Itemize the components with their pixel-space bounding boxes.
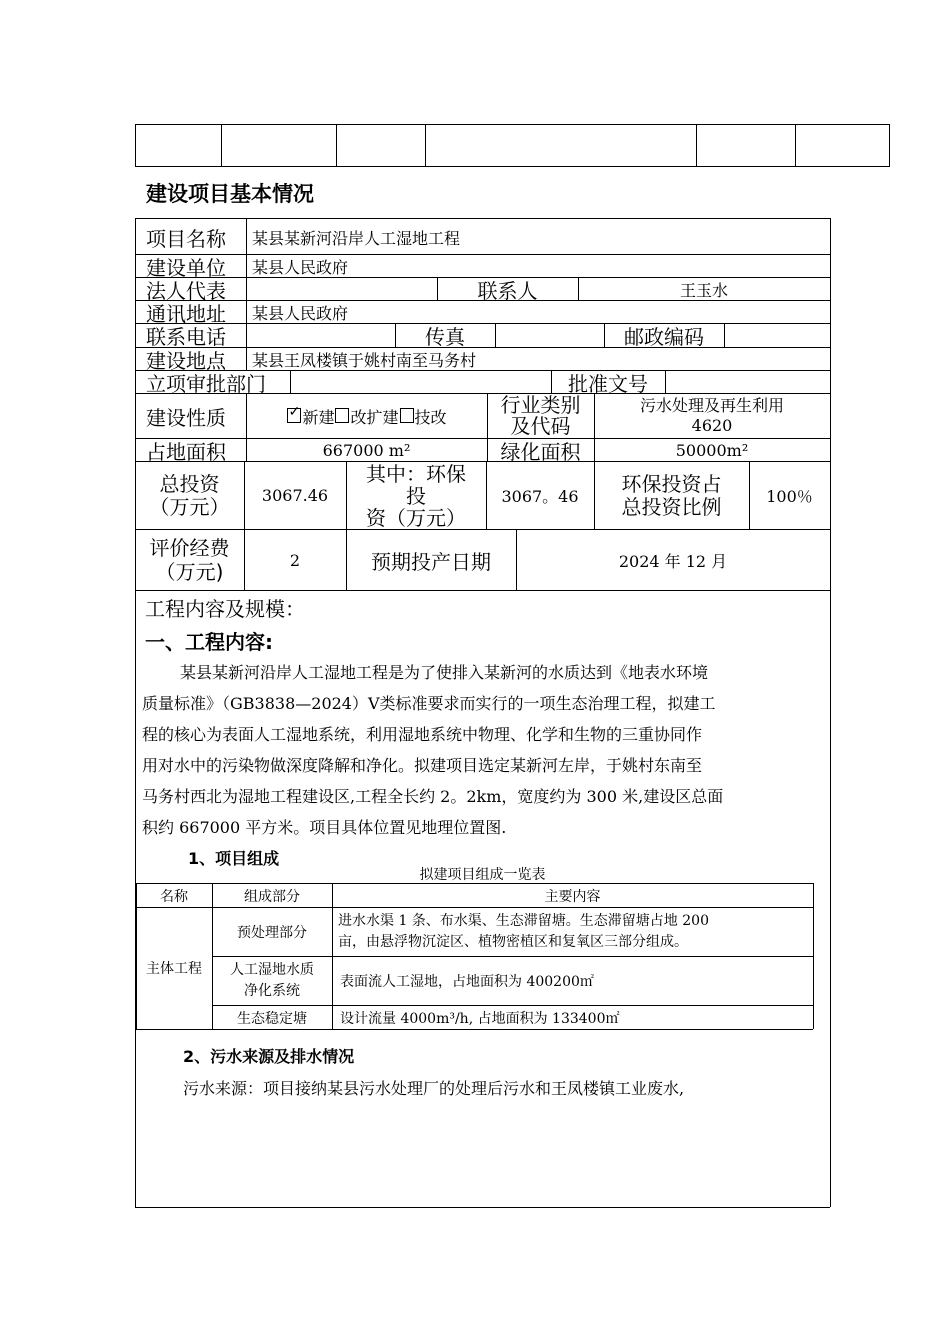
table-row-part [212, 957, 332, 1005]
nature-expand-checkbox[interactable] [335, 408, 349, 423]
eval-fee-label-line-1: 评价经费 [149, 536, 230, 560]
table-group-text: 主体工程 [146, 960, 202, 977]
phone-label: 联系电话 [146, 325, 226, 349]
green-value: 50000m² [675, 440, 749, 460]
industry-value-line-1: 污水处理及再生利用 [639, 396, 784, 415]
nature-tech-label: 技改 [414, 407, 447, 427]
env-invest-label-line-3: 资（万元） [366, 505, 466, 530]
section-title: 建设项目基本情况 [146, 182, 314, 206]
table-header-content: 主要内容 [544, 888, 601, 905]
table-row-content [338, 908, 808, 956]
para-line: 质量标准》（GB3838—2024）Ⅴ类标准要求而实行的一项生态治理工程，拟建工 [142, 694, 716, 713]
area-value: 667000 m² [322, 440, 411, 460]
table-row-part: 生态稳定塘 [237, 1010, 307, 1027]
prod-date-value: 2024 年 12 月 [618, 551, 728, 571]
table-group-label [136, 908, 212, 1029]
table-caption: 拟建项目组成一览表 [419, 867, 546, 883]
address-label: 通讯地址 [146, 301, 226, 326]
project-name-label: 项目名称 [146, 226, 226, 251]
table-row-part: 预处理部分 [237, 925, 307, 941]
invest-label-line-2: （万元） [149, 494, 230, 519]
ratio-label [594, 462, 749, 529]
content-sub-heading: 一、工程内容: [145, 630, 273, 654]
item2-text: 污水来源：项目接纳某县污水处理厂的处理后污水和王凤楼镇工业废水, [183, 1079, 685, 1098]
table-row-content-line-2: 亩，由悬浮物沉淀区、植物密植区和复氧区三部分组成。 [338, 934, 688, 950]
industry-label-line-2: 及代码 [510, 414, 571, 438]
industry-value [594, 394, 830, 438]
area-label: 占地面积 [146, 439, 226, 464]
env-invest-label-line-2: 投 [406, 483, 426, 508]
builder-value: 某县人民政府 [252, 257, 349, 277]
ratio-value: 100％ [766, 487, 813, 506]
location-value: 某县王凤楼镇于姚村南至马务村 [252, 350, 477, 370]
nature-options [246, 394, 487, 438]
nature-label: 建设性质 [146, 405, 226, 430]
para-line: 积约 667000 平方米。项目具体位置见地理位置图. [142, 818, 507, 837]
invest-label-line-1: 总投资 [159, 471, 220, 496]
contact-label: 联系人 [477, 278, 538, 303]
ratio-label-line-1: 环保投资占 [621, 471, 722, 496]
item2-title: 2、污水来源及排水情况 [183, 1047, 355, 1066]
nature-tech-checkbox[interactable] [400, 408, 414, 423]
industry-label-line-1: 行业类别 [500, 393, 581, 417]
ratio-label-line-2: 总投资比例 [621, 494, 722, 519]
industry-value-line-2: 4620 [691, 416, 733, 435]
eval-fee-value: 2 [289, 550, 301, 570]
nature-new-label: 新建 [302, 407, 335, 427]
location-label: 建设地点 [146, 348, 226, 373]
nature-new-checkbox[interactable] [287, 408, 301, 423]
prod-date-label: 预期投产日期 [371, 549, 491, 574]
approval-dept-label: 立项审批部门 [146, 371, 266, 396]
para-line: 程的核心为表面人工湿地系统，利用湿地系统中物理、化学和生物的三重协同作 [142, 725, 703, 744]
env-invest-label [346, 462, 486, 529]
eval-fee-label [135, 530, 244, 590]
address-value: 某县人民政府 [252, 303, 349, 323]
fax-label: 传真 [425, 325, 465, 349]
builder-label: 建设单位 [146, 255, 226, 280]
table-header-name: 名称 [160, 888, 188, 905]
content-paragraph [142, 657, 824, 843]
eval-fee-label-line-2: （万元) [155, 560, 224, 584]
industry-label [487, 394, 594, 438]
env-invest-label-line-1: 其中：环保 [366, 461, 466, 486]
para-line: 用对水中的污染物做深度降解和净化。拟建项目选定某新河左岸，于姚村东南至 [142, 756, 703, 775]
table-header-part: 组成部分 [244, 888, 300, 905]
env-invest-value: 3067。46 [501, 487, 579, 506]
invest-value: 3067.46 [261, 486, 329, 505]
green-label: 绿化面积 [500, 439, 581, 464]
para-line: 某县某新河沿岸人工湿地工程是为了使排入某新河的水质达到《地表水环境 [180, 663, 709, 682]
contact-value: 王玉水 [679, 280, 728, 300]
invest-label [135, 462, 244, 529]
table-row-content: 表面流人工湿地，占地面积为 400200㎡ [340, 974, 594, 990]
table-row-content: 设计流量 4000m³/h, 占地面积为 133400㎡ [340, 1010, 620, 1027]
content-heading: 工程内容及规模： [145, 597, 305, 621]
approval-no-label: 批准文号 [568, 371, 648, 396]
legal-rep-label: 法人代表 [146, 278, 226, 303]
table-row-part-line-2: 净化系统 [244, 983, 300, 999]
para-line: 马务村西北为湿地工程建设区,工程全长约 2。2km，宽度约为 300 米,建设区总面 [142, 787, 724, 806]
nature-expand-label: 改扩建 [350, 407, 399, 427]
item1-title: 1、项目组成 [188, 849, 280, 868]
table-row-part-line-1: 人工湿地水质 [230, 962, 314, 978]
postcode-label: 邮政编码 [624, 325, 704, 349]
project-name-value: 某县某新河沿岸人工湿地工程 [252, 228, 461, 248]
table-row-content-line-1: 进水水渠 1 条、布水渠、生态滞留塘。生态滞留塘占地 200 [338, 913, 709, 929]
